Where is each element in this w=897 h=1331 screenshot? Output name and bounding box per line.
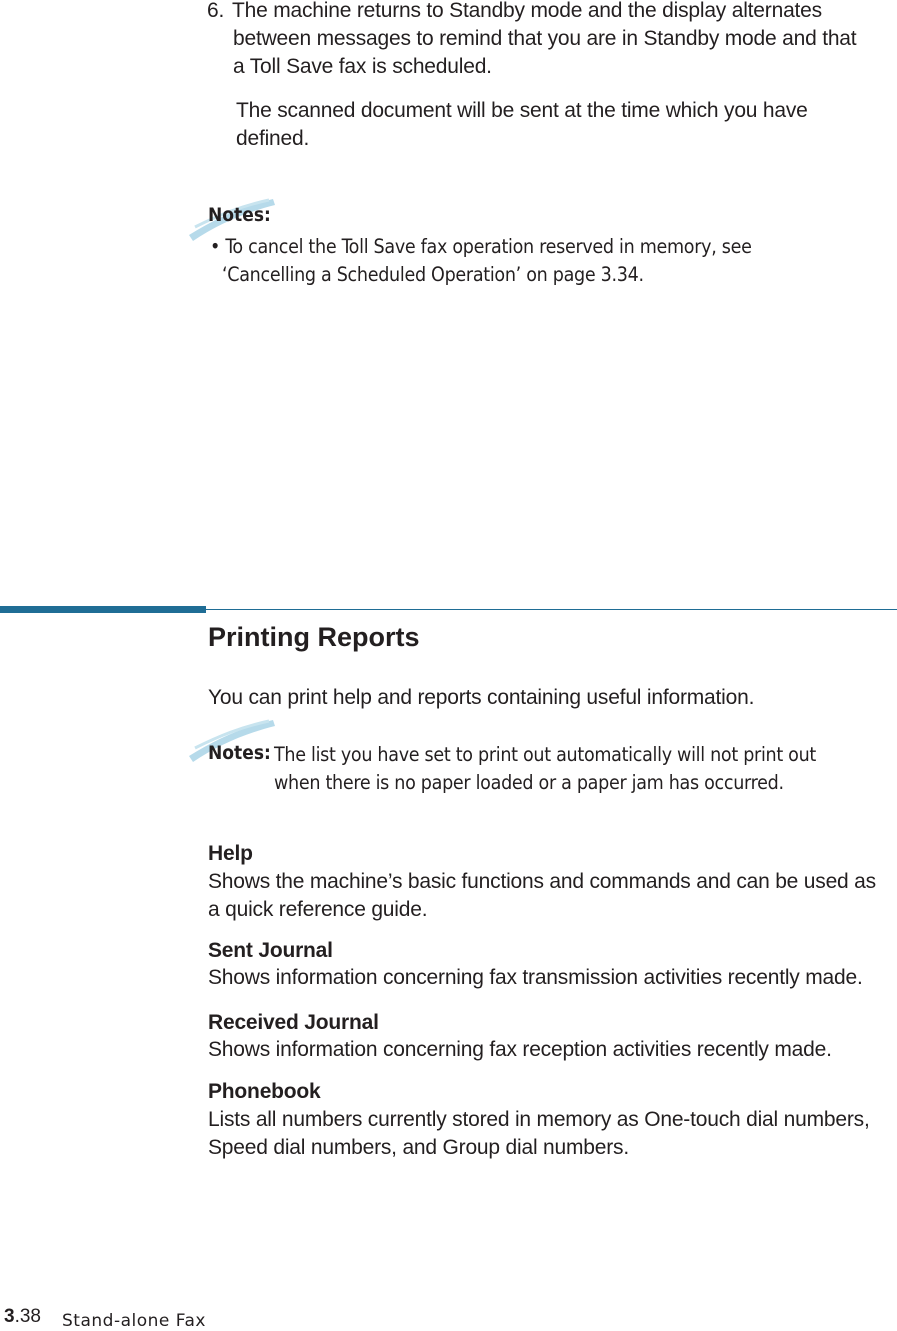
report-desc-help-line-1: Shows the machine’s basic functions and commands and can be used as [208,870,876,893]
section-title: Printing Reports [208,622,420,652]
step-number: 6. [207,0,225,22]
section-rule-thin [206,609,897,610]
report-desc-received-journal: Shows information concerning fax reception activities recently made. [208,1038,832,1061]
report-heading-received-journal: Received Journal [208,1011,379,1034]
scanned-note-line-1: The scanned document will be sent at the time which you have [236,99,808,122]
step6-line-1: The machine returns to Standby mode and the display alternates [232,0,822,22]
notes2-line-2: when there is no paper loaded or a paper jam has occurred. [274,771,784,794]
notes-label: Notes: [208,204,271,226]
report-desc-phonebook-line-2: Speed dial numbers, and Group dial numbers. [208,1136,629,1159]
page-suffix: .38 [14,1306,41,1327]
notes1-line-1: • To cancel the Toll Save fax operation reserved in memory, see [210,235,752,258]
step6-line-3: a Toll Save fax is scheduled. [233,55,492,78]
report-heading-sent-journal: Sent Journal [208,939,333,962]
section-intro: You can print help and reports containing useful information. [208,686,755,709]
report-desc-help-line-2: a quick reference guide. [208,898,428,921]
notes2-line-1: The list you have set to print out automatically will not print out [274,743,817,766]
report-heading-help: Help [208,842,253,865]
report-desc-sent-journal: Shows information concerning fax transmission activities recently made. [208,966,863,989]
chapter-number: 3 [4,1306,15,1327]
step6-line-2: between messages to remind that you are in Standby mode and that [233,27,857,50]
report-heading-phonebook: Phonebook [208,1080,321,1103]
page-number [4,1306,41,1328]
report-desc-phonebook-line-1: Lists all numbers currently stored in memory as One-touch dial numbers, [208,1108,870,1131]
notes-label: Notes: [208,742,271,764]
scanned-note-line-2: defined. [236,127,310,150]
section-rule-thick [0,606,206,613]
chapter-title: Stand-alone Fax [62,1311,206,1331]
notes1-line-2: ‘Cancelling a Scheduled Operation’ on page 3.34. [222,263,644,286]
